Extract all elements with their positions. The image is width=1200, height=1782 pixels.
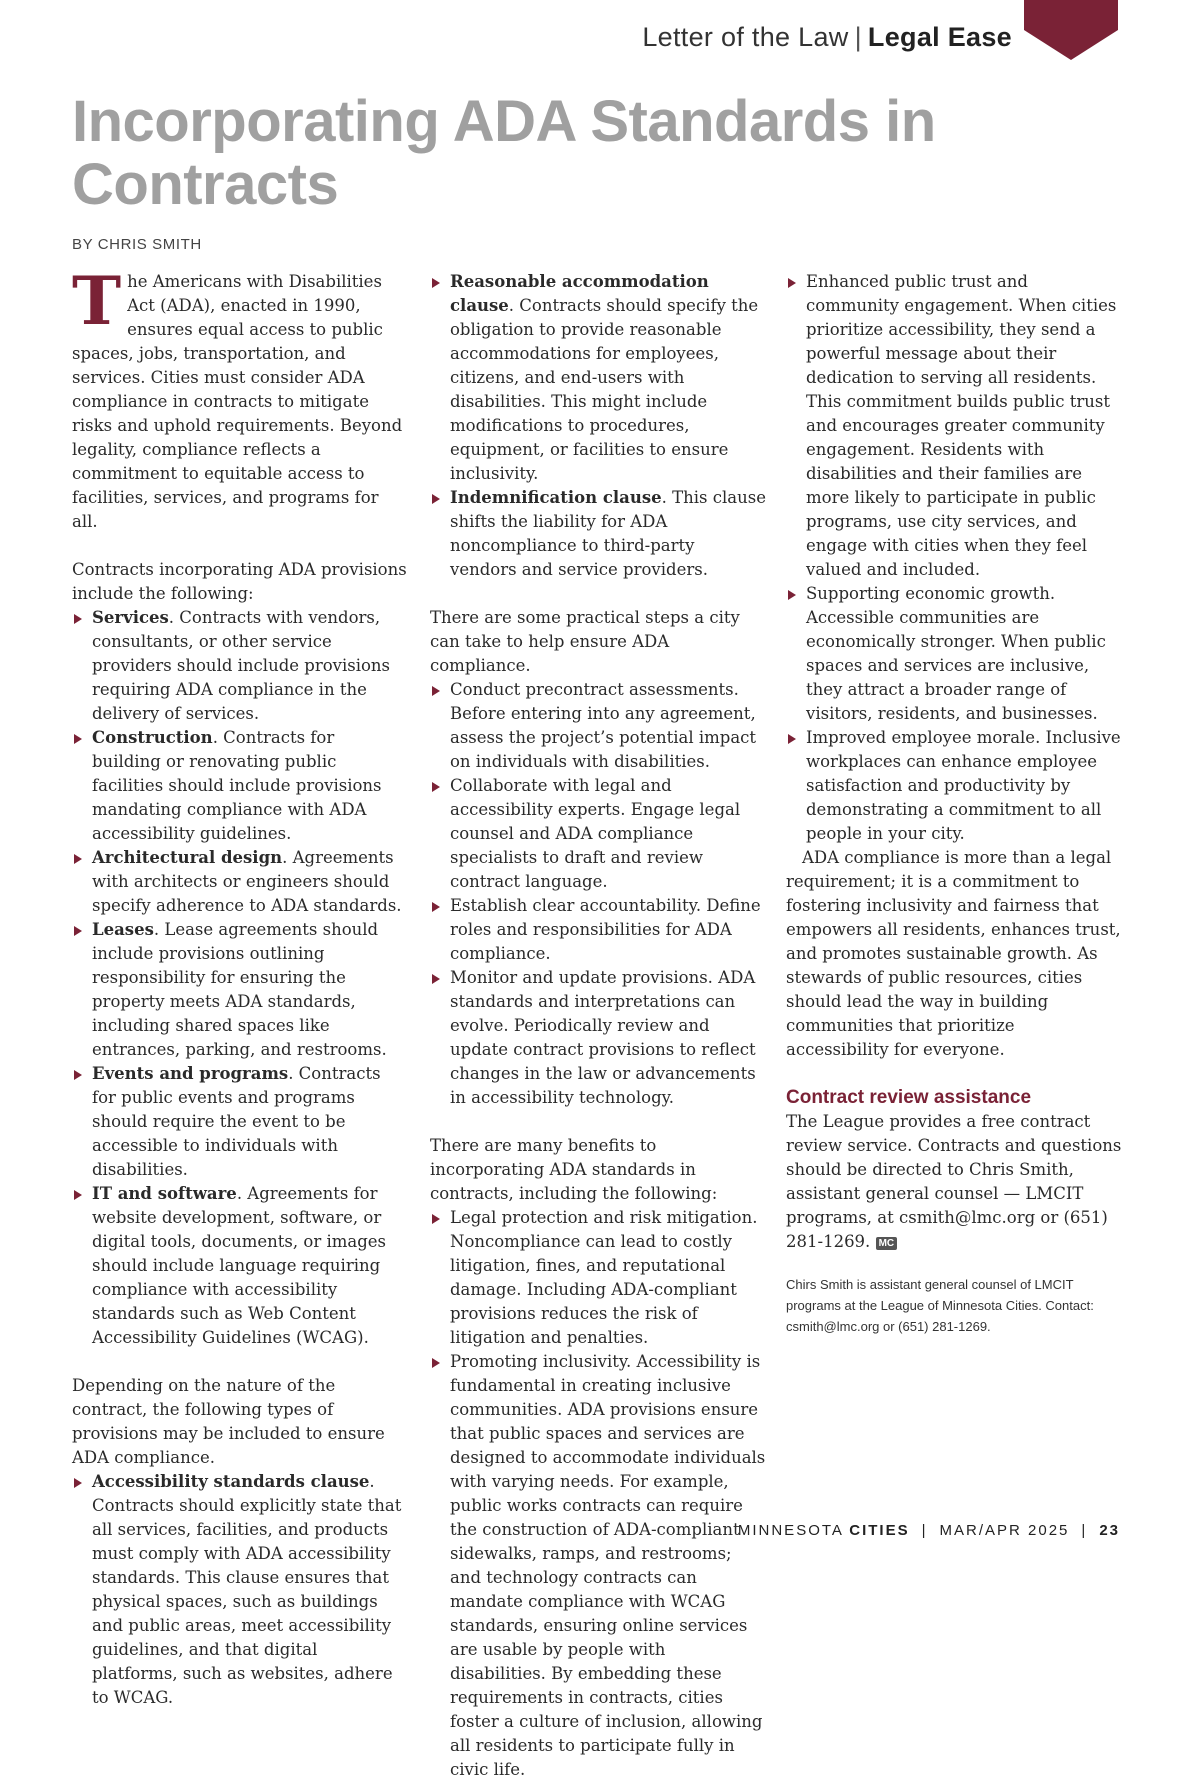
list-item-term: Events and programs (92, 1064, 289, 1083)
list-item: Improved employee morale. Inclusive workplaces can enhance employee satisfaction and productivity by demonstrating a commitment to all people in your city. (786, 726, 1122, 846)
list-item (72, 606, 408, 726)
page-footer (738, 1522, 1120, 1539)
contract-types-list (72, 606, 408, 1350)
provisions-intro: Depending on the nature of the contract, the following types of provisions may be included to ensure ADA compliance. (72, 1376, 385, 1467)
list-item: Monitor and update provisions. ADA standards and interpretations can evolve. Periodically review and update contract provisions to reflect changes in the law or advancements in accessibility technology. (430, 966, 766, 1110)
list-item-text: . Contracts for building or renovating public facilities should include provisions mandating compliance with ADA accessibility guidelines. (92, 728, 382, 843)
list-item (430, 486, 766, 582)
conclusion-paragraph: ADA compliance is more than a legal requirement; it is a commitment to fostering inclusivity and fairness that empowers all residents, enhances trust, and promotes sustainable growth. As stewards of public resources, cities should lead the way in building communities that prioritize accessibility for everyone. (786, 848, 1121, 1059)
article-title: Incorporating ADA Standards in Contracts (72, 89, 936, 217)
benefits-list (430, 1206, 766, 1782)
list-item-text: . Lease agreements should include provisions outlining responsibility for ensuring the property meets ADA standards, including shared spaces like entrances, parking, and restrooms. (92, 920, 387, 1059)
list-item (430, 270, 766, 486)
column-2 (430, 270, 766, 1782)
list-item-term: Indemnification clause (450, 488, 662, 507)
list-item: Enhanced public trust and community engagement. When cities prioritize accessibility, they send a powerful message about their dedication to serving all residents. This commitment builds public trust and encourages greater community engagement. Residents with disabilities and their families are more likely to participate in public programs, use city services, and engage with cities when they feel valued and included. (786, 270, 1122, 582)
list-item-term: Architectural design (92, 848, 283, 867)
assist-heading: Contract review assistance (786, 1087, 1032, 1108)
list-item-text: . This clause shifts the liability for ADA noncompliance to third-party vendors and service providers. (450, 488, 766, 579)
drop-cap: T (72, 262, 122, 340)
byline: BY CHRIS SMITH (72, 236, 202, 253)
assist-paragraph (786, 1110, 1122, 1254)
list-item (72, 1062, 408, 1182)
end-mark-icon: MC (876, 1237, 898, 1250)
list-item-term: Services (92, 608, 169, 627)
intro-text: he Americans with Disabilities Act (ADA), enacted in 1990, ensures equal access to public spaces, jobs, transportation, and services. Cities must consider ADA compliance in contracts to mitigate risks and uphold requirements. Beyond legality, compliance reflects a commitment to equitable access to facilities, services, and programs for all. (72, 272, 403, 531)
list-item (72, 1470, 408, 1710)
list-item-text: . Contracts should specify the obligation to provide reasonable accommodations for employees, citizens, and end-users with disabilities. This might include modifications to procedures, equipment, or facilities to ensure inclusivity. (450, 296, 759, 483)
contracts-intro: Contracts incorporating ADA provisions include the following: (72, 560, 407, 603)
list-item: Establish clear accountability. Define roles and responsibilities for ADA compliance. (430, 894, 766, 966)
list-item: Legal protection and risk mitigation. Noncompliance can lead to costly litigation, fines, and reputational damage. Including ADA-compliant provisions reduces the risk of litigation and penalties. (430, 1206, 766, 1350)
section-label: Letter of the Law (642, 22, 849, 52)
list-item: Promoting inclusivity. Accessibility is fundamental in creating inclusive communities. ADA provisions ensure that public spaces and services are designed to accommodate individuals with varying needs. For example, public works contracts can require the construction of ADA-compliant sidewalks, ramps, and restrooms; and technology contracts can mandate compliance with WCAG standards, ensuring online services are usable by people with disabilities. By embedding these requirements in contracts, cities foster a culture of inclusion, allowing all residents to participate fully in civic life. (430, 1350, 766, 1782)
column-1 (72, 262, 408, 1710)
steps-list (430, 678, 766, 1110)
benefits-intro: There are many benefits to incorporating ADA standards in contracts, including the following: (430, 1136, 718, 1203)
department-label: Legal Ease (867, 22, 1012, 52)
list-item-text: . Contracts for public events and programs should require the event to be accessible to individuals with disabilities. (92, 1064, 381, 1179)
list-item: Collaborate with legal and accessibility experts. Engage legal counsel and ADA compliance specialists to draft and review contract language. (430, 774, 766, 894)
list-item (72, 918, 408, 1062)
list-item-term: Construction (92, 728, 213, 747)
list-item-text: . Agreements for website development, software, or digital tools, documents, or images should include language requiring compliance with accessibility standards such as Web Content Accessibility Guidelines (WCAG). (92, 1184, 387, 1347)
benefits-list-continued (786, 270, 1122, 846)
list-item (72, 1182, 408, 1350)
section-header (642, 22, 1012, 53)
header-separator: | (854, 22, 862, 52)
section-tab-shape (1024, 0, 1118, 60)
page-number: 23 (1099, 1522, 1120, 1539)
list-item-term: Reasonable accommodation clause (450, 272, 709, 315)
list-item-term: Leases (92, 920, 154, 939)
list-item-term: IT and software (92, 1184, 237, 1203)
assist-text: The League provides a free contract review service. Contracts and questions should be directed to Chris Smith, assistant general counsel — LMCIT programs, at csmith@lmc.org or (651) 281-1269. (786, 1112, 1122, 1251)
list-item-text: . Contracts with vendors, consultants, or other service providers should include provisions requiring ADA compliance in the delivery of services. (92, 608, 391, 723)
author-bio: Chirs Smith is assistant general counsel of LMCIT programs at the League of Minnesota Cities. Contact: csmith@lmc.org or (651) 281-1269. (786, 1277, 1094, 1334)
steps-intro: There are some practical steps a city can take to help ensure ADA compliance. (430, 608, 740, 675)
list-item: Conduct precontract assessments. Before entering into any agreement, assess the project’s potential impact on individuals with disabilities. (430, 678, 766, 774)
column-3 (786, 270, 1122, 1337)
list-item-term: Accessibility standards clause (92, 1472, 370, 1491)
footer-separator: | (921, 1522, 928, 1539)
list-item (72, 726, 408, 846)
publication-name: CITIES (849, 1522, 910, 1539)
issue-date: MAR/APR 2025 (939, 1522, 1070, 1539)
section-tab-icon (1024, 0, 1118, 60)
list-item-text: . Contracts should explicitly state that all services, facilities, and products must comply with ADA accessibility standards. This clause ensures that physical spaces, such as buildings and public areas, meet accessibility guidelines, and that digital platforms, such as websites, adhere to WCAG. (92, 1472, 402, 1707)
list-item: Supporting economic growth. Accessible communities are economically stronger. When public spaces and services are inclusive, they attract a broader range of visitors, residents, and businesses. (786, 582, 1122, 726)
provisions-list (72, 1470, 408, 1710)
list-item (72, 846, 408, 918)
intro-paragraph (72, 262, 408, 534)
publication-prefix: MINNESOTA (737, 1522, 850, 1539)
footer-separator: | (1081, 1522, 1088, 1539)
list-item-text: . Agreements with architects or engineers should specify adherence to ADA standards. (92, 848, 402, 915)
provisions-list-continued (430, 270, 766, 582)
